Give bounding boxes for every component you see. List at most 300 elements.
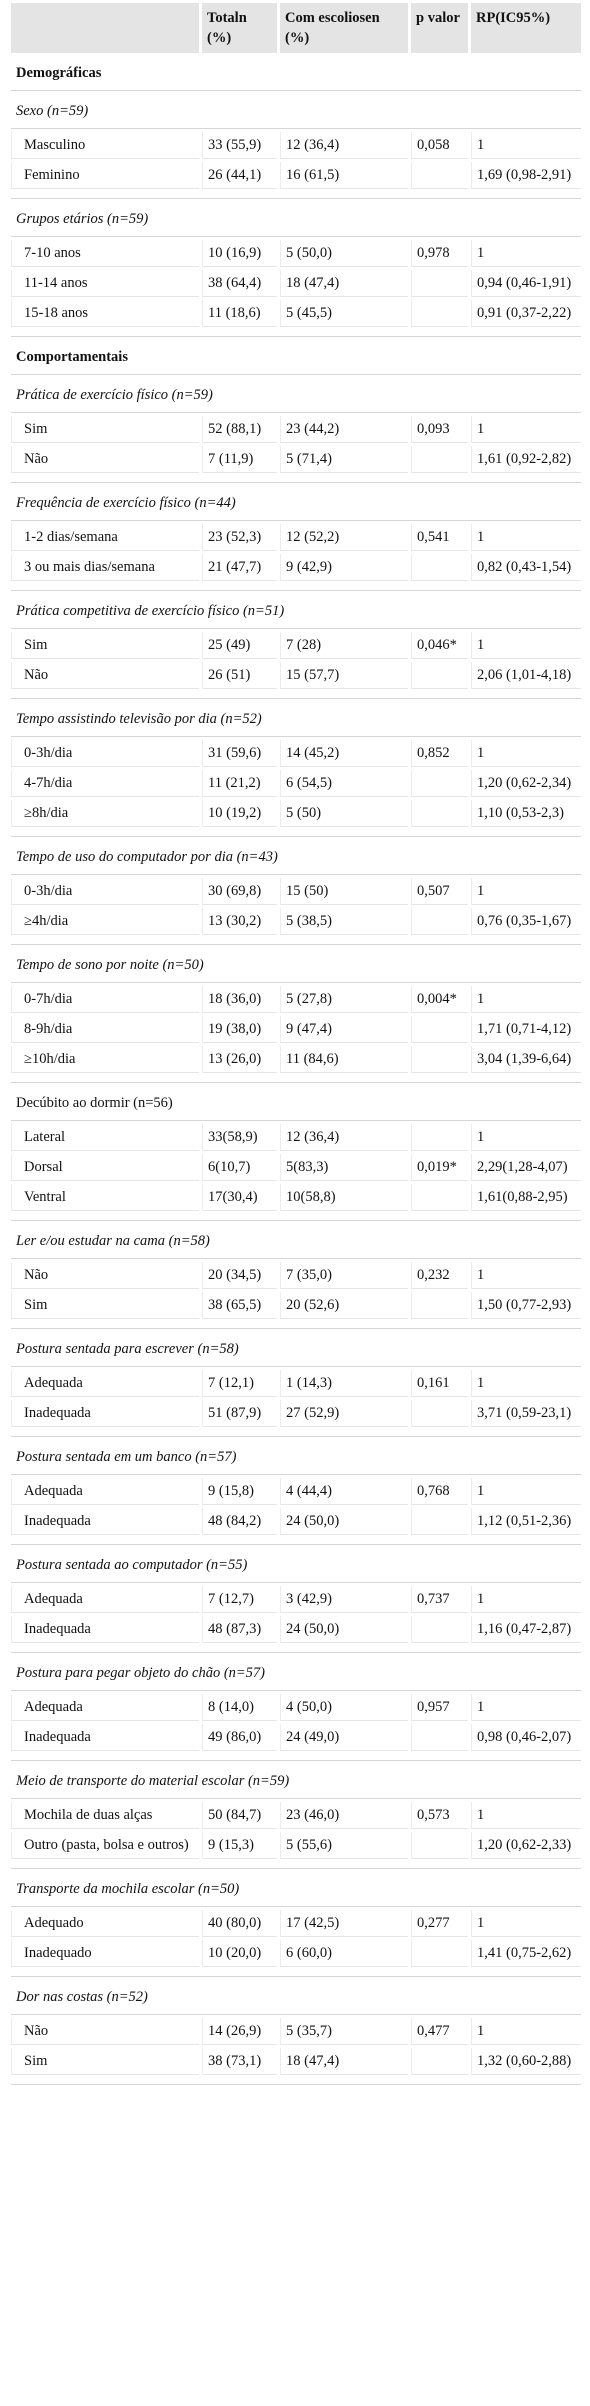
cell-with-scoliosis: 24 (50,0) [280, 1508, 408, 1535]
group-spacer [11, 830, 581, 837]
cell-category: Inadequada [11, 1616, 199, 1643]
group-row [11, 1224, 581, 1259]
cell-rp-ci: 1,16 (0,47-2,87) [471, 1616, 581, 1643]
table-row [11, 878, 581, 905]
cell-rp-ci: 0,98 (0,46-2,07) [471, 1724, 581, 1751]
group-title: Postura sentada para escrever (n=58) [11, 1332, 581, 1367]
cell-total: 6(10,7) [202, 1154, 277, 1181]
cell-rp-ci: 1 [471, 524, 581, 551]
table-row [11, 1910, 581, 1937]
group-spacer [11, 476, 581, 483]
cell-with-scoliosis: 9 (42,9) [280, 554, 408, 581]
cell-p-value [411, 770, 468, 797]
cell-with-scoliosis: 24 (50,0) [280, 1616, 408, 1643]
cell-category: Adequada [11, 1478, 199, 1505]
cell-total: 33(58,9) [202, 1124, 277, 1151]
cell-p-value: 0,046* [411, 632, 468, 659]
cell-with-scoliosis: 23 (44,2) [280, 416, 408, 443]
cell-category: ≥8h/dia [11, 800, 199, 827]
group-spacer [11, 1430, 581, 1437]
cell-category: Não [11, 446, 199, 473]
header-cell-variable [11, 3, 199, 53]
cell-rp-ci: 1,61 (0,92-2,82) [471, 446, 581, 473]
group-spacer [11, 1076, 581, 1083]
table-row [11, 446, 581, 473]
cell-category: Feminino [11, 162, 199, 189]
cell-p-value [411, 662, 468, 689]
cell-p-value [411, 270, 468, 297]
cell-p-value [411, 1016, 468, 1043]
group-row [11, 1440, 581, 1475]
table-row [11, 1016, 581, 1043]
group-title: Frequência de exercício físico (n=44) [11, 486, 581, 521]
cell-total: 7 (12,7) [202, 1586, 277, 1613]
table-row [11, 1724, 581, 1751]
cell-with-scoliosis: 17 (42,5) [280, 1910, 408, 1937]
spacer-cell [11, 584, 581, 591]
table-body [11, 56, 581, 2085]
group-spacer [11, 330, 581, 337]
cell-category: Lateral [11, 1124, 199, 1151]
cell-p-value: 0,093 [411, 416, 468, 443]
header-cell-total: Totaln (%) [202, 3, 277, 53]
cell-with-scoliosis: 4 (44,4) [280, 1478, 408, 1505]
cell-category: Não [11, 1262, 199, 1289]
cell-total: 40 (80,0) [202, 1910, 277, 1937]
cell-with-scoliosis: 5 (45,5) [280, 300, 408, 327]
cell-p-value: 0,161 [411, 1370, 468, 1397]
cell-total: 10 (20,0) [202, 1940, 277, 1967]
spacer-cell [11, 1970, 581, 1977]
cell-category: 15-18 anos [11, 300, 199, 327]
group-row [11, 486, 581, 521]
cell-with-scoliosis: 12 (36,4) [280, 132, 408, 159]
group-title: Grupos etários (n=59) [11, 202, 581, 237]
group-row [11, 594, 581, 629]
spacer-cell [11, 476, 581, 483]
cell-p-value [411, 1292, 468, 1319]
group-spacer [11, 1862, 581, 1869]
spacer-cell [11, 1538, 581, 1545]
cell-category: 0-7h/dia [11, 986, 199, 1013]
cell-p-value: 0,978 [411, 240, 468, 267]
cell-p-value: 0,573 [411, 1802, 468, 1829]
table-row [11, 662, 581, 689]
table-row [11, 1940, 581, 1967]
cell-p-value [411, 1724, 468, 1751]
cell-total: 20 (34,5) [202, 1262, 277, 1289]
table-row [11, 1154, 581, 1181]
group-row [11, 1980, 581, 2015]
cell-rp-ci: 1,20 (0,62-2,33) [471, 1832, 581, 1859]
group-title: Ler e/ou estudar na cama (n=58) [11, 1224, 581, 1259]
table-row [11, 132, 581, 159]
cell-category: Adequada [11, 1694, 199, 1721]
cell-p-value: 0,477 [411, 2018, 468, 2045]
cell-total: 38 (64,4) [202, 270, 277, 297]
cell-p-value [411, 300, 468, 327]
cell-rp-ci: 1,69 (0,98-2,91) [471, 162, 581, 189]
cell-category: Adequado [11, 1910, 199, 1937]
cell-total: 10 (16,9) [202, 240, 277, 267]
group-title: Postura sentada em um banco (n=57) [11, 1440, 581, 1475]
cell-with-scoliosis: 10(58,8) [280, 1184, 408, 1211]
spacer-cell [11, 1862, 581, 1869]
cell-with-scoliosis: 5 (35,7) [280, 2018, 408, 2045]
cell-rp-ci: 1,41 (0,75-2,62) [471, 1940, 581, 1967]
cell-with-scoliosis: 23 (46,0) [280, 1802, 408, 1829]
cell-rp-ci: 1,32 (0,60-2,88) [471, 2048, 581, 2075]
spacer-cell [11, 830, 581, 837]
group-row [11, 1764, 581, 1799]
group-title: Tempo de sono por noite (n=50) [11, 948, 581, 983]
cell-category: Inadequada [11, 1400, 199, 1427]
group-spacer [11, 692, 581, 699]
cell-rp-ci: 1 [471, 1586, 581, 1613]
cell-rp-ci: 3,04 (1,39-6,64) [471, 1046, 581, 1073]
cell-category: Dorsal [11, 1154, 199, 1181]
cell-total: 10 (19,2) [202, 800, 277, 827]
cell-p-value [411, 446, 468, 473]
group-row [11, 948, 581, 983]
table-row [11, 416, 581, 443]
section-row [11, 56, 581, 91]
cell-category: 8-9h/dia [11, 1016, 199, 1043]
cell-with-scoliosis: 5 (50,0) [280, 240, 408, 267]
cell-p-value: 0,232 [411, 1262, 468, 1289]
cell-category: Ventral [11, 1184, 199, 1211]
cell-rp-ci: 0,76 (0,35-1,67) [471, 908, 581, 935]
spacer-cell [11, 1322, 581, 1329]
section-title: Comportamentais [11, 340, 581, 375]
cell-total: 11 (18,6) [202, 300, 277, 327]
cell-rp-ci: 1 [471, 1370, 581, 1397]
group-row [11, 702, 581, 737]
cell-total: 13 (26,0) [202, 1046, 277, 1073]
table-row [11, 1616, 581, 1643]
cell-rp-ci: 0,91 (0,37-2,22) [471, 300, 581, 327]
group-spacer [11, 2078, 581, 2085]
table-row [11, 270, 581, 297]
spacer-cell [11, 1076, 581, 1083]
cell-category: 7-10 anos [11, 240, 199, 267]
group-title: Transporte da mochila escolar (n=50) [11, 1872, 581, 1907]
cell-with-scoliosis: 12 (52,2) [280, 524, 408, 551]
cell-rp-ci: 2,06 (1,01-4,18) [471, 662, 581, 689]
group-title: Prática de exercício físico (n=59) [11, 378, 581, 413]
cell-with-scoliosis: 12 (36,4) [280, 1124, 408, 1151]
table-row [11, 1124, 581, 1151]
table-row [11, 632, 581, 659]
cell-with-scoliosis: 15 (57,7) [280, 662, 408, 689]
cell-p-value [411, 1940, 468, 1967]
group-row [11, 202, 581, 237]
cell-rp-ci: 1 [471, 132, 581, 159]
cell-with-scoliosis: 5 (71,4) [280, 446, 408, 473]
cell-total: 23 (52,3) [202, 524, 277, 551]
group-row [11, 1656, 581, 1691]
cell-p-value [411, 1508, 468, 1535]
spacer-cell [11, 1754, 581, 1761]
cell-category: Masculino [11, 132, 199, 159]
table-row [11, 1694, 581, 1721]
cell-total: 26 (51) [202, 662, 277, 689]
cell-rp-ci: 1 [471, 240, 581, 267]
cell-with-scoliosis: 5 (38,5) [280, 908, 408, 935]
cell-rp-ci: 1,20 (0,62-2,34) [471, 770, 581, 797]
cell-p-value: 0,507 [411, 878, 468, 905]
group-spacer [11, 1214, 581, 1221]
group-title: Postura para pegar objeto do chão (n=57) [11, 1656, 581, 1691]
table-row [11, 2018, 581, 2045]
cell-total: 7 (12,1) [202, 1370, 277, 1397]
cell-p-value: 0,737 [411, 1586, 468, 1613]
cell-p-value [411, 1046, 468, 1073]
cell-p-value: 0,852 [411, 740, 468, 767]
group-row [11, 94, 581, 129]
cell-category: 0-3h/dia [11, 740, 199, 767]
table-row [11, 1508, 581, 1535]
cell-p-value [411, 800, 468, 827]
header-cell-rp-ci: RP(IC95%) [471, 3, 581, 53]
cell-with-scoliosis: 5(83,3) [280, 1154, 408, 1181]
group-title: Tempo de uso do computador por dia (n=43) [11, 840, 581, 875]
cell-rp-ci: 1 [471, 1124, 581, 1151]
table-row [11, 986, 581, 1013]
cell-with-scoliosis: 6 (60,0) [280, 1940, 408, 1967]
cell-with-scoliosis: 15 (50) [280, 878, 408, 905]
cell-rp-ci: 1 [471, 1910, 581, 1937]
cell-total: 38 (73,1) [202, 2048, 277, 2075]
cell-with-scoliosis: 20 (52,6) [280, 1292, 408, 1319]
cell-rp-ci: 1 [471, 1478, 581, 1505]
cell-total: 9 (15,3) [202, 1832, 277, 1859]
cell-with-scoliosis: 11 (84,6) [280, 1046, 408, 1073]
cell-with-scoliosis: 18 (47,4) [280, 2048, 408, 2075]
group-spacer [11, 1646, 581, 1653]
cell-category: Inadequado [11, 1940, 199, 1967]
cell-category: Sim [11, 2048, 199, 2075]
cell-with-scoliosis: 24 (49,0) [280, 1724, 408, 1751]
spacer-cell [11, 1214, 581, 1221]
group-spacer [11, 1322, 581, 1329]
cell-total: 18 (36,0) [202, 986, 277, 1013]
cell-with-scoliosis: 6 (54,5) [280, 770, 408, 797]
group-spacer [11, 584, 581, 591]
cell-total: 50 (84,7) [202, 1802, 277, 1829]
group-title: Tempo assistindo televisão por dia (n=52) [11, 702, 581, 737]
cell-total: 33 (55,9) [202, 132, 277, 159]
cell-total: 17(30,4) [202, 1184, 277, 1211]
cell-category: Não [11, 662, 199, 689]
cell-p-value [411, 1832, 468, 1859]
cell-p-value: 0,277 [411, 1910, 468, 1937]
cell-p-value: 0,957 [411, 1694, 468, 1721]
table-row [11, 1400, 581, 1427]
header-cell-p-value: p valor [411, 3, 468, 53]
cell-category: ≥4h/dia [11, 908, 199, 935]
group-title: Sexo (n=59) [11, 94, 581, 129]
group-row [11, 1548, 581, 1583]
section-row [11, 340, 581, 375]
cell-p-value [411, 1184, 468, 1211]
table-row [11, 1370, 581, 1397]
cell-total: 38 (65,5) [202, 1292, 277, 1319]
cell-category: 0-3h/dia [11, 878, 199, 905]
cell-rp-ci: 1,12 (0,51-2,36) [471, 1508, 581, 1535]
cell-category: 1-2 dias/semana [11, 524, 199, 551]
cell-total: 11 (21,2) [202, 770, 277, 797]
table-row [11, 800, 581, 827]
cell-total: 21 (47,7) [202, 554, 277, 581]
table-row [11, 1262, 581, 1289]
cell-category: Sim [11, 1292, 199, 1319]
cell-p-value: 0,019* [411, 1154, 468, 1181]
cell-p-value [411, 1124, 468, 1151]
cell-with-scoliosis: 4 (50,0) [280, 1694, 408, 1721]
header-cell-with-scoliosis: Com escoliosen (%) [280, 3, 408, 53]
table-row [11, 162, 581, 189]
table-row [11, 300, 581, 327]
cell-total: 13 (30,2) [202, 908, 277, 935]
cell-category: Sim [11, 416, 199, 443]
cell-with-scoliosis: 9 (47,4) [280, 1016, 408, 1043]
spacer-cell [11, 330, 581, 337]
group-spacer [11, 1538, 581, 1545]
cell-rp-ci: 1 [471, 416, 581, 443]
group-row [11, 1872, 581, 1907]
table-row [11, 554, 581, 581]
spacer-cell [11, 192, 581, 199]
cell-total: 52 (88,1) [202, 416, 277, 443]
table-row [11, 1802, 581, 1829]
spacer-cell [11, 938, 581, 945]
cell-total: 8 (14,0) [202, 1694, 277, 1721]
cell-total: 14 (26,9) [202, 2018, 277, 2045]
cell-p-value [411, 2048, 468, 2075]
cell-category: Mochila de duas alças [11, 1802, 199, 1829]
cell-p-value: 0,768 [411, 1478, 468, 1505]
cell-p-value: 0,004* [411, 986, 468, 1013]
cell-rp-ci: 1,71 (0,71-4,12) [471, 1016, 581, 1043]
table-row [11, 1586, 581, 1613]
table-row [11, 1478, 581, 1505]
group-title: Decúbito ao dormir (n=56) [11, 1086, 581, 1121]
table-row [11, 240, 581, 267]
group-title: Dor nas costas (n=52) [11, 1980, 581, 2015]
group-title: Meio de transporte do material escolar (n=59) [11, 1764, 581, 1799]
cell-total: 31 (59,6) [202, 740, 277, 767]
spacer-cell [11, 2078, 581, 2085]
group-spacer [11, 192, 581, 199]
cell-rp-ci: 1,10 (0,53-2,3) [471, 800, 581, 827]
cell-p-value [411, 554, 468, 581]
group-spacer [11, 1754, 581, 1761]
cell-total: 48 (84,2) [202, 1508, 277, 1535]
cell-rp-ci: 1,50 (0,77-2,93) [471, 1292, 581, 1319]
cell-with-scoliosis: 14 (45,2) [280, 740, 408, 767]
cell-category: Adequada [11, 1370, 199, 1397]
cell-with-scoliosis: 5 (50) [280, 800, 408, 827]
cell-category: Sim [11, 632, 199, 659]
cell-category: ≥10h/dia [11, 1046, 199, 1073]
table-row [11, 1292, 581, 1319]
spacer-cell [11, 692, 581, 699]
cell-rp-ci: 1 [471, 632, 581, 659]
cell-p-value [411, 162, 468, 189]
cell-total: 26 (44,1) [202, 162, 277, 189]
group-title: Postura sentada ao computador (n=55) [11, 1548, 581, 1583]
cell-rp-ci: 1 [471, 1802, 581, 1829]
cell-total: 19 (38,0) [202, 1016, 277, 1043]
cell-total: 49 (86,0) [202, 1724, 277, 1751]
group-spacer [11, 1970, 581, 1977]
table-header-row [11, 3, 581, 53]
cell-total: 48 (87,3) [202, 1616, 277, 1643]
spacer-cell [11, 1646, 581, 1653]
cell-total: 7 (11,9) [202, 446, 277, 473]
cell-p-value [411, 1616, 468, 1643]
cell-with-scoliosis: 5 (27,8) [280, 986, 408, 1013]
cell-total: 9 (15,8) [202, 1478, 277, 1505]
cell-category: 3 ou mais dias/semana [11, 554, 199, 581]
cell-category: 11-14 anos [11, 270, 199, 297]
table-row [11, 1832, 581, 1859]
results-table [8, 0, 584, 2088]
group-row [11, 1086, 581, 1121]
cell-rp-ci: 1 [471, 986, 581, 1013]
cell-rp-ci: 1 [471, 1262, 581, 1289]
cell-rp-ci: 1 [471, 740, 581, 767]
cell-rp-ci: 1,61(0,88-2,95) [471, 1184, 581, 1211]
group-title: Prática competitiva de exercício físico (n=51) [11, 594, 581, 629]
group-row [11, 378, 581, 413]
table-row [11, 908, 581, 935]
cell-with-scoliosis: 7 (35,0) [280, 1262, 408, 1289]
cell-category: 4-7h/dia [11, 770, 199, 797]
cell-rp-ci: 1 [471, 878, 581, 905]
cell-p-value: 0,058 [411, 132, 468, 159]
cell-total: 25 (49) [202, 632, 277, 659]
cell-rp-ci: 2,29(1,28-4,07) [471, 1154, 581, 1181]
cell-with-scoliosis: 3 (42,9) [280, 1586, 408, 1613]
cell-category: Inadequada [11, 1508, 199, 1535]
cell-with-scoliosis: 16 (61,5) [280, 162, 408, 189]
group-spacer [11, 938, 581, 945]
cell-category: Inadequada [11, 1724, 199, 1751]
cell-with-scoliosis: 5 (55,6) [280, 1832, 408, 1859]
table-row [11, 770, 581, 797]
cell-with-scoliosis: 1 (14,3) [280, 1370, 408, 1397]
cell-total: 30 (69,8) [202, 878, 277, 905]
group-row [11, 840, 581, 875]
cell-rp-ci: 0,94 (0,46-1,91) [471, 270, 581, 297]
group-row [11, 1332, 581, 1367]
table-row [11, 524, 581, 551]
table-row [11, 1184, 581, 1211]
cell-with-scoliosis: 18 (47,4) [280, 270, 408, 297]
cell-p-value [411, 1400, 468, 1427]
cell-total: 51 (87,9) [202, 1400, 277, 1427]
cell-rp-ci: 3,71 (0,59-23,1) [471, 1400, 581, 1427]
table-row [11, 1046, 581, 1073]
cell-p-value [411, 908, 468, 935]
cell-rp-ci: 1 [471, 2018, 581, 2045]
section-title: Demográficas [11, 56, 581, 91]
cell-category: Não [11, 2018, 199, 2045]
cell-rp-ci: 1 [471, 1694, 581, 1721]
cell-with-scoliosis: 7 (28) [280, 632, 408, 659]
